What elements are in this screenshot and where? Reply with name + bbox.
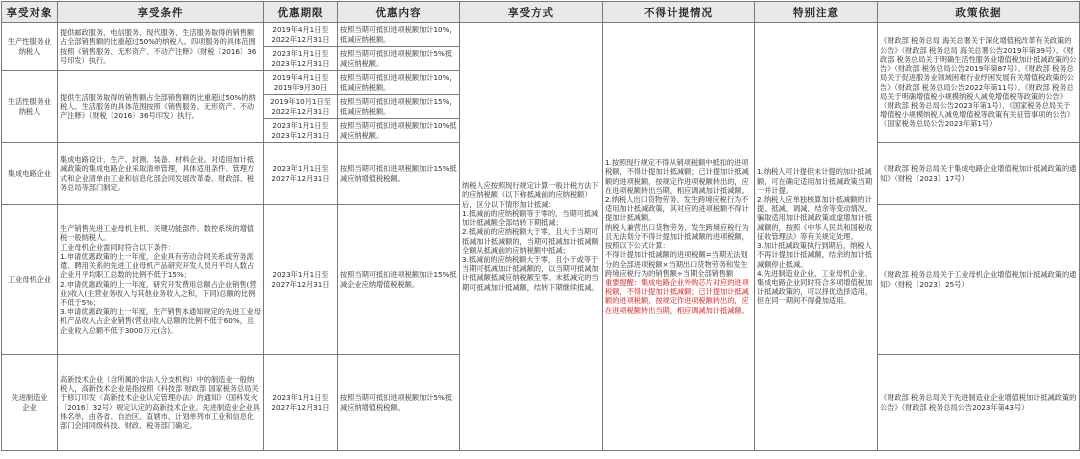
row1-period-1: 2019年4月1日至 2022年12月31日 [264,23,338,47]
header-content: 优惠内容 [338,2,460,23]
row3-obj: 集成电路企业 [2,143,58,205]
noextra-text: 1.按照现行规定不得从销项税额中抵扣的进项税额，不得计提加计抵减额；已计提加计抵减额的进项税额，按规定作进项税额转出的，应在进项税额转出当期，相应调减加计抵减额。 2.纳税人出口货物劳务、发生跨境应税行为不适用加计抵减政策，其对应的进项税额不得计提加计抵减额。 纳税人兼营出口货物劳务、发生跨境应税行为且无法划分不得计提加计抵减额的进项税额，按照以下公式计算： 不得计提加计抵减额的进项税额=当期无法划分的全部进项税额×当期出口货物劳务和发生跨境应税行为的销售额÷当期全部销售额 [605,158,749,278]
row1-period-2: 2023年1月1日至 2023年12月31日 [264,47,338,71]
row2-content-3: 按照当期可抵扣进项税额加计10%抵减应纳税额。 [338,119,460,143]
header-period: 优惠期限 [264,2,338,23]
noextra-cell [603,23,755,451]
header-row [2,2,1080,23]
row1-cond: 提供邮政服务、电信服务、现代服务、生活服务取得的销售额占全部销售额的比重超过50%的纳税人。四项服务的具体范围按照《销售服务、无形资产、不动产注释》（财税〔2016〕36号印发）执行。 [58,23,264,71]
row2-cond: 提供生活服务取得的销售额占全部销售额的比重超过50%的纳税人。生活服务的具体范围按照《销售服务、无形资产、不动产注释》（财税〔2016〕36号印发）执行。 [58,71,264,143]
row2-period-2: 2019年10月1日至 2022年12月31日 [264,95,338,119]
noextra-red-note: 重要提醒：集成电路企业外购芯片对应的进项税额，不得计提加计抵减额；已计提加计抵减额的进项税额，按规定作进项税额转出的，应在进项税额转出当期，相应调减加计抵减额。 [605,277,749,315]
row3-content: 按照当期可抵扣进项税额加计15%抵减应纳增值税税额。 [338,143,460,205]
row3-period: 2023年1月1日至 2027年12月31日 [264,143,338,205]
row1-obj: 生产性服务业 纳税人 [2,23,58,71]
notes-cell: 1.纳税人可计提但未计提的加计抵减额，可在确定适用加计抵减政策当期一并计提。 2.纳税人应单独核算加计抵减额的计提、抵减、调减、结余等变动情况。骗取适用加计抵减政策或虚增加计抵减额的，按照《中华人民共和国税收征收管理法》等有关规定处理。 3.加计抵减政策执行到期后，纳税人不再计提加计抵减额，结余的加计抵减额停止抵减。 4.先进制造业企业、工业母机企业、集成电路企业同时符合多项增值税加计抵减政策的，可以择优选择适用，但在同一期间不得叠加适用。 [755,23,878,451]
row4-content: 按照当期可抵扣进项税额加计15%抵减企业应纳增值税税额。 [338,205,460,355]
header-method: 享受方式 [460,2,603,23]
row2-period-1: 2019年4月1日至 2019年9月30日 [264,71,338,95]
row2-content-2: 按照当期可抵扣进项税额加计15%，抵减应纳税额。 [338,95,460,119]
basis-cell-4: 《财政部 税务总局关于先进制造业企业增值税加计抵减政策的公告》（财政部 税务总局公告2023年第43号） [878,355,1080,451]
row5-cond: 高新技术企业（含所属的非法人分支机构）中的制造业一般纳税人，高新技术企业是指按照《科技部 财政部 国家税务总局关于修订印发〈高新技术企业认定管理办法〉的通知》（国科发火〔2016〕32号）规定认定的高新技术企业。先进制造业企业具体名单，由各省、自治区、直辖市、计划单列市工业和信息化部门会同同级科技、财政、税务部门确定。 [58,355,264,451]
basis-cell-3: 《财政部 税务总局关于工业母机企业增值税加计抵减政策的通知》（财税〔2023〕25号） [878,205,1080,355]
method-cell: 纳税人应按照现行规定计算一般计税方法下的应纳税额（以下称抵减前的应纳税额）后，区分以下情形加计抵减： 1.抵减前的应纳税额等于零的，当期可抵减加计抵减额全部结转下期抵减； 2.抵减前的应纳税额大于零，且大于当期可抵减加计抵减额的，当期可抵减加计抵减额全额从抵减前的应纳税额中抵减； 3.抵减前的应纳税额大于零，且小于或等于当期可抵减加计抵减额的，以当期可抵减加计抵减额抵减应纳税额至零。未抵减完的当期可抵减加计抵减额，结转下期继续抵减。 [460,23,603,451]
row2-content-1: 按照当期可抵扣进项税额加计10%，抵减应纳税额。 [338,71,460,95]
header-cond: 享受条件 [58,2,264,23]
header-basis: 政策依据 [878,2,1080,23]
row4-obj: 工业母机企业 [2,205,58,355]
row5-period: 2023年1月1日至 2027年12月31日 [264,355,338,451]
header-noextra: 不得计提情况 [603,2,755,23]
policy-table [1,1,1080,451]
row2-period-3: 2023年1月1日至 2023年12月31日 [264,119,338,143]
row1-content-2: 按照当期可抵扣进项税额加计5%抵减应纳税额。 [338,47,460,71]
row2-obj: 生活性服务业 纳税人 [2,71,58,143]
table-row [2,23,1080,47]
basis-cell-1: 《财政部 税务总局 海关总署关于深化增值税改革有关政策的公告》（财政部 税务总局 海关总署公告2019年第39号）、《财政部 税务总局关于明确生活性服务业增值税加计抵减政策的公告》（财政部 税务总局公告2019年第87号）、《财政部 税务总局关于促进服务业领域困难行业纾困发展有关增值税政策的公告》（财政部 税务总局公告2022年第11号）、《财政部 税务总局关于明确增值税小规模纳税人减免增值税等政策的公告》（财政部 税务总局公告2023年第1号）、《国家税务总局关于增值税小规模纳税人减免增值税等政策有关征管事项的公告》（国家税务总局公告2023年第1号） [878,23,1080,143]
row5-obj: 先进制造业 企业 [2,355,58,451]
row5-content: 按照当期可抵扣进项税额加计5%抵减应纳增值税税额。 [338,355,460,451]
header-notes: 特别注意 [755,2,878,23]
basis-cell-2: 《财政部 税务总局关于集成电路企业增值税加计抵减政策的通知》（财税〔2023〕17号） [878,143,1080,205]
row4-cond: 生产销售先进工业母机主机、关键功能部件、数控系统的增值税一般纳税人。 工业母机企业需同时符合以下条件： 1.申请优惠政策的上一年度，企业具有劳动合同关系或劳务派遣、聘用关系的先进工业母机产品研究开发人员月平均人数占企业月平均职工总数的比例不低于15%； 2.申请优惠政策的上一年度，研究开发费用总额占企业销售(营业)收入(主营业务收入与其他业务收入之和，下同)总额的比例不低于5%； 3.申请优惠政策的上一年度，生产销售本通知规定的先进工业母机产品收入占企业销售(营业)收入总额的比例不低于60%，且企业收入总额不低于3000万元(含)。 [58,205,264,355]
row3-cond: 集成电路设计、生产、封测、装备、材料企业。对适用加计抵减政策的集成电路企业采取清单管理，具体适用条件、管理方式和企业清单由工业和信息化部会同发展改革委、财政部、税务总局等部门制定。 [58,143,264,205]
row1-content-1: 按照当期可抵扣进项税额加计10%，抵减应纳税额。 [338,23,460,47]
row4-period: 2023年1月1日至 2027年12月31日 [264,205,338,355]
header-obj: 享受对象 [2,2,58,23]
